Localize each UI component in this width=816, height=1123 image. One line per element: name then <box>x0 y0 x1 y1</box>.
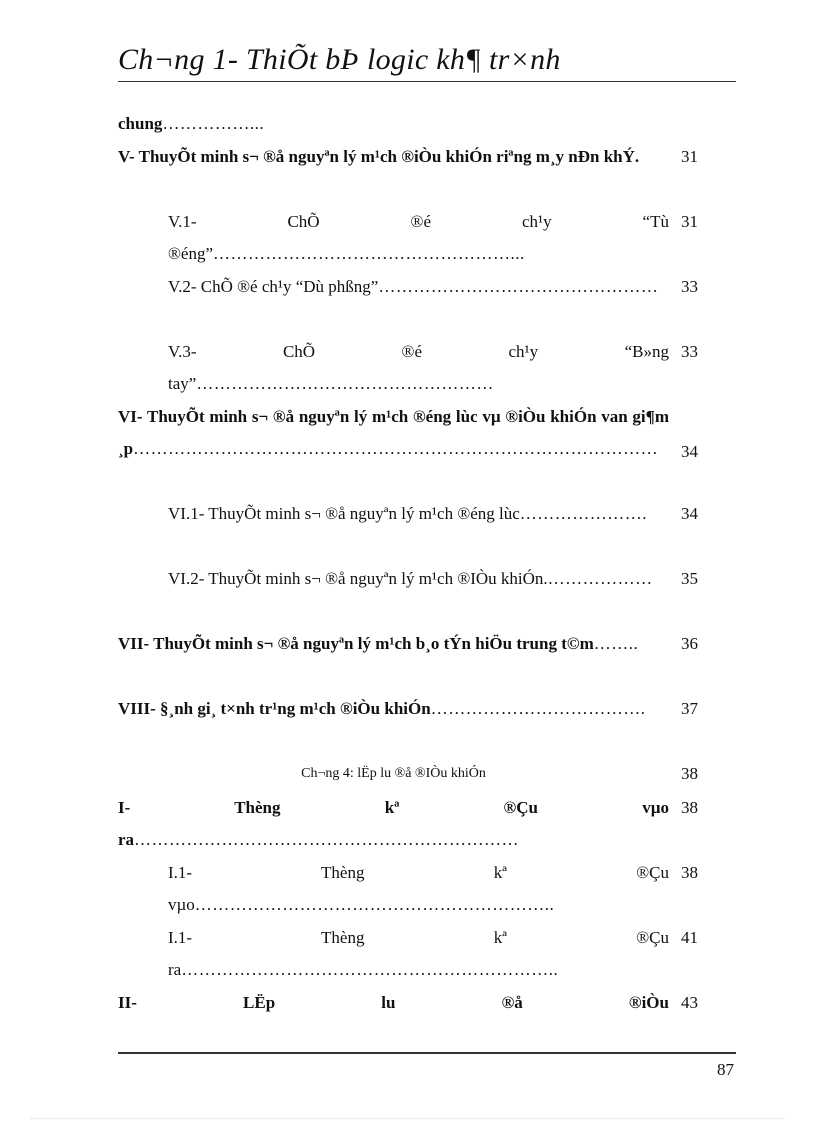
toc-page-number: 36 <box>681 634 698 653</box>
toc-entry <box>118 206 736 270</box>
toc-entry-text: VI- ThuyÕt minh s¬ ®å nguyªn lý m¹ch ®éng lùc vµ ®iÒu khiÓn van gi¶m ¸p <box>118 407 669 458</box>
toc-leader-dots: …………………………………………… <box>196 374 494 393</box>
toc-entry-text: I.1- Thèng kª ®Çu ra <box>168 928 669 979</box>
page-edge-dotted-line <box>30 1118 786 1119</box>
toc-entry <box>118 336 736 400</box>
toc-leader-dots: …….. <box>593 634 639 653</box>
toc-page-number: 38 <box>681 798 698 817</box>
toc-page-number: 33 <box>681 277 698 296</box>
toc-entry-text: V.1- ChÕ ®é ch¹y “Tù ®éng” <box>168 212 669 263</box>
toc-entry-text: chung <box>118 114 163 133</box>
toc-entry <box>118 108 736 140</box>
toc-page-number: 41 <box>681 928 698 947</box>
toc-entry <box>118 792 736 856</box>
toc-entry <box>118 563 736 595</box>
toc-page-number: 31 <box>681 147 698 166</box>
toc-entry <box>118 271 736 303</box>
toc-entry-text: VIII- §¸nh gi¸ t×nh tr¹ng m¹ch ®iÒu khiÓn <box>118 699 431 718</box>
page-header <box>118 38 736 82</box>
toc-leader-dots: ……………… <box>547 569 653 588</box>
toc-leader-dots: ……………………………………………... <box>213 244 525 263</box>
toc-leader-dots: …………………………………………………….. <box>194 895 555 914</box>
toc-page-number: 31 <box>681 212 698 231</box>
toc-chapter-heading <box>118 758 736 790</box>
toc-page-number: 37 <box>681 699 698 718</box>
toc-leader-dots: ……………………………………………………….. <box>181 960 559 979</box>
toc-entry-text: V- ThuyÕt minh s¬ ®å nguyªn lý m¹ch ®iÒu khiÓn riªng m¸y nÐn khÝ. <box>118 147 640 166</box>
page-number: 87 <box>717 1060 734 1079</box>
toc-leader-dots: …………………. <box>519 504 648 523</box>
toc-page-number: 38 <box>681 764 698 783</box>
toc-entry <box>118 141 736 173</box>
toc-leader-dots: ………………………………. <box>430 699 646 718</box>
toc-page-number: 38 <box>681 863 698 882</box>
footer-rule <box>118 1052 736 1054</box>
toc-entry <box>118 498 736 530</box>
toc-entry <box>118 987 736 1019</box>
toc-entry-text: V.3- ChÕ ®é ch¹y “B»ng tay” <box>168 342 669 393</box>
toc-page-number: 43 <box>681 993 698 1012</box>
toc-leader-dots: ……………... <box>162 114 265 133</box>
toc-leader-dots: ………………………………………………………… <box>134 830 520 849</box>
toc-entry-text: VII- ThuyÕt minh s¬ ®å nguyªn lý m¹ch b¸o tÝn hiÖu trung t©m <box>118 634 594 653</box>
toc-leader-dots: ………………………………………… <box>378 277 659 296</box>
header-rule <box>118 81 736 82</box>
toc-entry-text: Ch¬ng 4: lËp lu ®å ®IÒu khiÓn <box>301 766 486 781</box>
toc-page-number: 35 <box>681 569 698 588</box>
toc-entry-text: V.2- ChÕ ®é ch¹y “Dù phßng” <box>168 277 379 296</box>
toc-entry <box>118 922 736 986</box>
toc-entry-text: VI.1- ThuyÕt minh s¬ ®å nguyªn lý m¹ch ®éng lùc <box>168 504 520 523</box>
toc-page-number: 34 <box>681 442 698 461</box>
toc-entry-text: VI.2- ThuyÕt minh s¬ ®å nguyªn lý m¹ch ®IÒu khiÓn. <box>168 569 548 588</box>
toc-page-number: 33 <box>681 342 698 361</box>
header-title: Ch¬ng 1- ThiÕt bÞ logic kh¶ tr×nh <box>118 43 561 76</box>
toc-entry-text: II- LËp lu ®å ®iÒu <box>118 993 669 1012</box>
toc-entry-text: I.1- Thèng kª ®Çu vµo <box>168 863 669 914</box>
toc-entry-text: I- Thèng kª ®Çu vµo ra <box>118 798 669 849</box>
toc-leader-dots: ……………………………………………………………………………… <box>133 439 659 458</box>
toc-entry <box>118 628 736 660</box>
toc-entry <box>118 401 736 468</box>
toc-entry <box>118 857 736 921</box>
toc-entry <box>118 693 736 725</box>
toc-page-number: 34 <box>681 504 698 523</box>
